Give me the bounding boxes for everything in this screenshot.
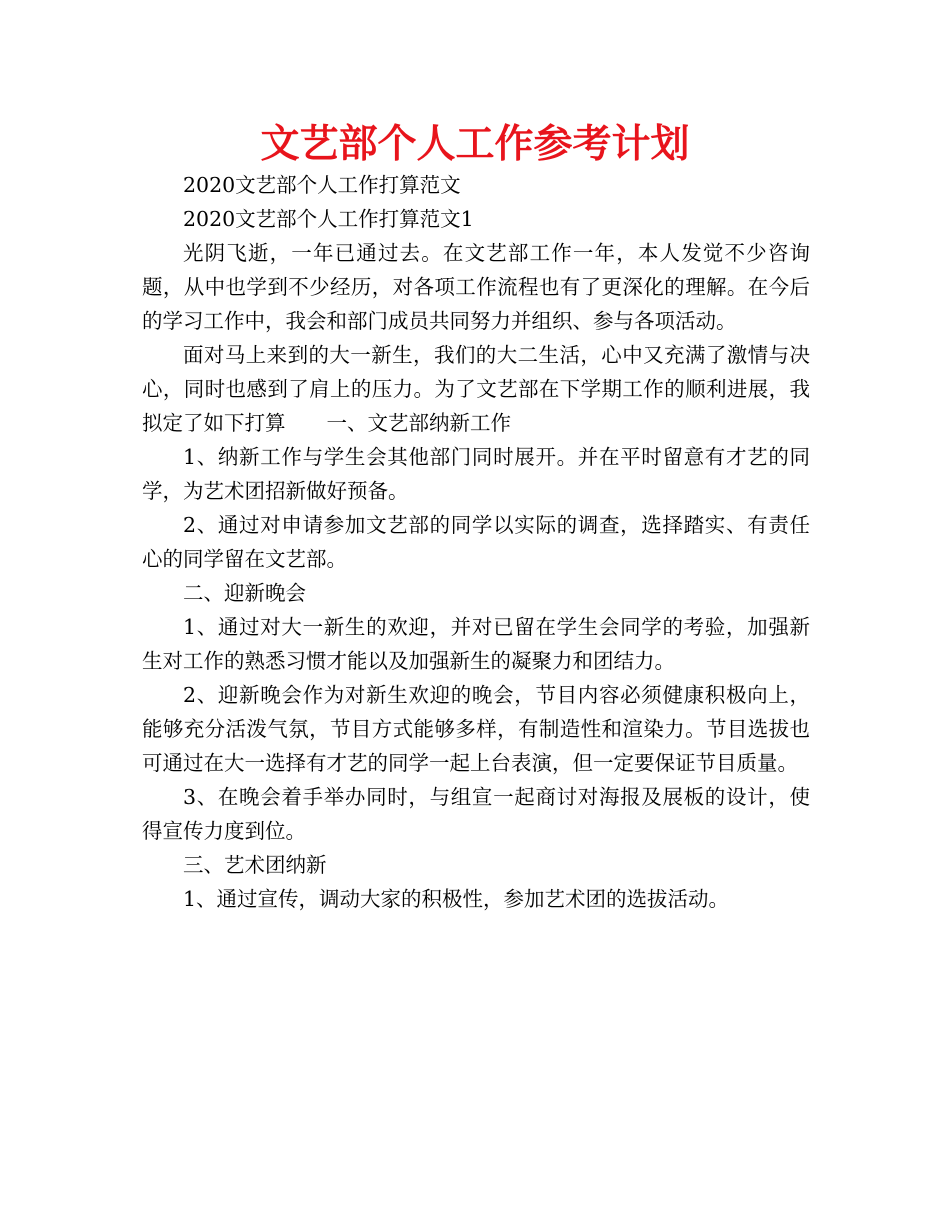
paragraph-art-troupe-1: 1、通过宣传，调动大家的积极性，参加艺术团的选拔活动。 [183, 887, 730, 911]
paragraph-recruit-1: 1、纳新工作与学生会其他部门同时展开。并在平时留意有才艺的同学，为艺术团招新做好预备。 [142, 445, 810, 503]
paragraph-welcome-1: 1、通过对大一新生的欢迎，并对已留在学生会同学的考验，加强新生对工作的熟悉习惯才能以及加强新生的凝聚力和团结力。 [142, 615, 810, 673]
paragraph-welcome-3: 3、在晚会着手举办同时，与组宣一起商讨对海报及展板的设计，使得宣传力度到位。 [142, 785, 810, 843]
paragraph-plan-intro: 面对马上来到的大一新生，我们的大二生活，心中又充满了激情与决心，同时也感到了肩上的压力。为了文艺部在下学期工作的顺利进展，我拟定了如下打算 一、文艺部纳新工作 [142, 343, 810, 435]
paragraph-intro: 光阴飞逝，一年已通过去。在文艺部工作一年，本人发觉不少咨询题，从中也学到不少经历，对各项工作流程也有了更深化的理解。在今后的学习工作中，我会和部门成员共同努力并组织、参与各项活动。 [142, 241, 810, 333]
section-heading-art-troupe: 三、艺术团纳新 [183, 853, 327, 877]
paragraph-welcome-2: 2、迎新晚会作为对新生欢迎的晚会，节目内容必须健康积极向上，能够充分活泼气氛，节目方式能够多样，有制造性和渲染力。节目选拔也可通过在大一选择有才艺的同学一起上台表演，但一定要保证节目质量。 [142, 683, 810, 775]
section-heading-welcome-party: 二、迎新晚会 [183, 581, 306, 605]
document-title: 文艺部个人工作参考计划 [260, 121, 690, 167]
paragraph-recruit-2: 2、通过对申请参加文艺部的同学以实际的调查，选择踏实、有责任心的同学留在文艺部。 [142, 513, 810, 571]
paragraph-subtitle: 2020文艺部个人工作打算范文 [183, 173, 461, 197]
paragraph-subtitle-1: 2020文艺部个人工作打算范文1 [183, 207, 474, 231]
document-body [142, 168, 810, 916]
